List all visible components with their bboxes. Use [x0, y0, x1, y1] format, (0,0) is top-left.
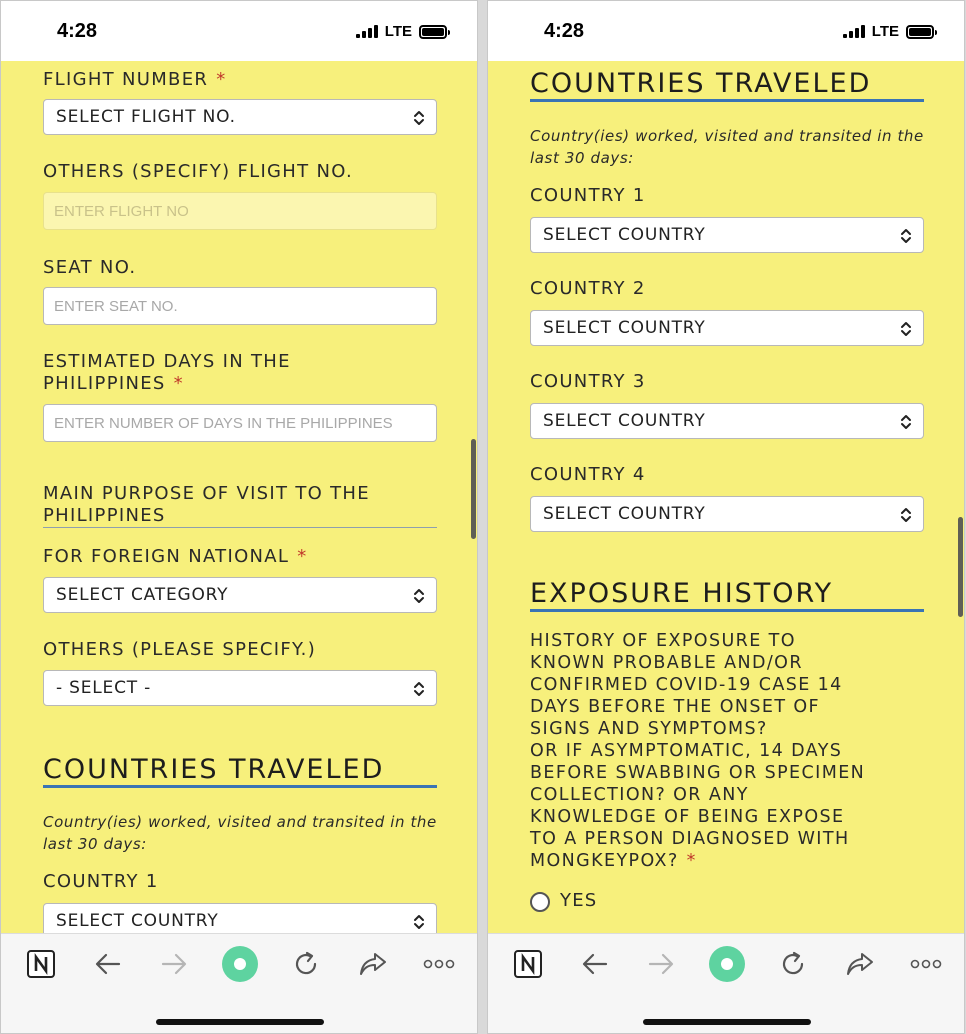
chevron-up-down-icon [412, 588, 426, 604]
chevron-up-down-icon [412, 681, 426, 697]
forward-arrow-icon[interactable] [154, 948, 194, 980]
phone-screen-right [487, 0, 965, 1034]
form-content[interactable] [1, 61, 477, 933]
seat-input[interactable]: ENTER SEAT NO. [43, 287, 437, 325]
country-1-select-value: SELECT COUNTRY [543, 225, 706, 245]
browser-toolbar [488, 933, 964, 1034]
reload-icon[interactable] [773, 948, 813, 980]
share-icon[interactable] [840, 948, 880, 980]
section-underline [530, 609, 924, 612]
estimated-days-input[interactable]: ENTER NUMBER OF DAYS IN THE PHILIPPINES [43, 404, 437, 442]
countries-traveled-heading: COUNTRIES TRAVELED [43, 754, 385, 785]
country-2-select[interactable] [530, 310, 924, 346]
status-time: 4:28 [544, 20, 585, 42]
category-select-value: SELECT CATEGORY [56, 585, 229, 605]
flight-number-select-value: SELECT FLIGHT NO. [56, 107, 236, 127]
country-4-select[interactable] [530, 496, 924, 532]
yes-radio[interactable] [530, 892, 550, 912]
notion-icon[interactable] [508, 948, 548, 980]
others-flight-input[interactable]: ENTER FLIGHT NO [43, 192, 437, 230]
countries-note: Country(ies) worked, visited and transited in the last 30 days: [43, 813, 437, 853]
browser-toolbar [1, 933, 477, 1034]
chevron-up-down-icon [899, 414, 913, 430]
home-indicator[interactable] [643, 1019, 811, 1025]
flight-number-label: FLIGHT NUMBER * [43, 69, 227, 90]
scrollbar[interactable] [471, 439, 476, 539]
country-1-label: COUNTRY 1 [43, 871, 159, 892]
countries-note: Country(ies) worked, visited and transited in the last 30 days: [530, 127, 924, 167]
country-4-select-value: SELECT COUNTRY [543, 504, 706, 524]
phone-screen-left [0, 0, 478, 1034]
divider [43, 527, 437, 528]
chevron-up-down-icon [899, 507, 913, 523]
others-specify-label: OTHERS (PLEASE SPECIFY.) [43, 639, 317, 660]
back-arrow-icon[interactable] [575, 948, 615, 980]
more-icon[interactable] [906, 948, 946, 980]
network-type: LTE [871, 23, 899, 40]
status-bar [488, 1, 964, 61]
estimated-days-label: ESTIMATED DAYS IN THE PHILIPPINES * [43, 351, 291, 394]
chevron-up-down-icon [899, 321, 913, 337]
flight-number-select[interactable] [43, 99, 437, 135]
chevron-up-down-icon [899, 228, 913, 244]
chevron-up-down-icon [412, 914, 426, 930]
foreign-national-label: FOR FOREIGN NATIONAL * [43, 546, 308, 567]
signal-icon [356, 25, 378, 38]
country-1-select-value: SELECT COUNTRY [56, 911, 219, 931]
country-1-label: COUNTRY 1 [530, 185, 646, 206]
home-indicator[interactable] [156, 1019, 324, 1025]
others-flight-label: OTHERS (SPECIFY) FLIGHT NO. [43, 161, 353, 182]
exposure-question: HISTORY OF EXPOSURE TO KNOWN PROBABLE AND/OR CONFIRMED COVID-19 CASE 14 DAYS BEFORE THE ONSET OF SIGNS AND SYMPTOMS? OR IF ASYMPTOMATIC, 14 DAYS BEFORE SWABBING OR SPECIMEN COLLECTION? OR ANY KNOWLEDGE OF BEING EXPOSE TO A PERSON DIAGNOSED WITH MONGKEYPOX? * [530, 631, 866, 871]
back-arrow-icon[interactable] [88, 948, 128, 980]
exposure-history-heading: EXPOSURE HISTORY [530, 578, 834, 609]
purpose-label: MAIN PURPOSE OF VISIT TO THE PHILIPPINES [43, 483, 370, 526]
category-select[interactable] [43, 577, 437, 613]
country-2-select-value: SELECT COUNTRY [543, 318, 706, 338]
form-content[interactable] [488, 61, 964, 933]
chevron-up-down-icon [412, 110, 426, 126]
home-circle-icon[interactable] [707, 948, 747, 980]
reload-icon[interactable] [286, 948, 326, 980]
seat-label: SEAT NO. [43, 257, 137, 278]
country-2-label: COUNTRY 2 [530, 278, 646, 299]
signal-icon [843, 25, 865, 38]
others-specify-select[interactable] [43, 670, 437, 706]
status-time: 4:28 [57, 20, 98, 42]
countries-traveled-heading: COUNTRIES TRAVELED [530, 68, 872, 99]
battery-icon [906, 25, 934, 39]
country-4-label: COUNTRY 4 [530, 464, 646, 485]
forward-arrow-icon[interactable] [641, 948, 681, 980]
notion-icon[interactable] [21, 948, 61, 980]
yes-radio-label[interactable]: YES [560, 890, 598, 911]
section-underline [530, 99, 924, 102]
status-indicators [843, 23, 934, 40]
more-icon[interactable] [419, 948, 459, 980]
home-circle-icon[interactable] [220, 948, 260, 980]
network-type: LTE [384, 23, 412, 40]
country-3-select[interactable] [530, 403, 924, 439]
country-3-select-value: SELECT COUNTRY [543, 411, 706, 431]
country-1-select[interactable] [43, 903, 437, 933]
status-bar [1, 1, 477, 61]
section-underline [43, 785, 437, 788]
others-select-value: - SELECT - [56, 678, 152, 698]
country-3-label: COUNTRY 3 [530, 371, 646, 392]
battery-icon [419, 25, 447, 39]
country-1-select[interactable] [530, 217, 924, 253]
share-icon[interactable] [353, 948, 393, 980]
status-indicators [356, 23, 447, 40]
scrollbar[interactable] [958, 517, 963, 617]
